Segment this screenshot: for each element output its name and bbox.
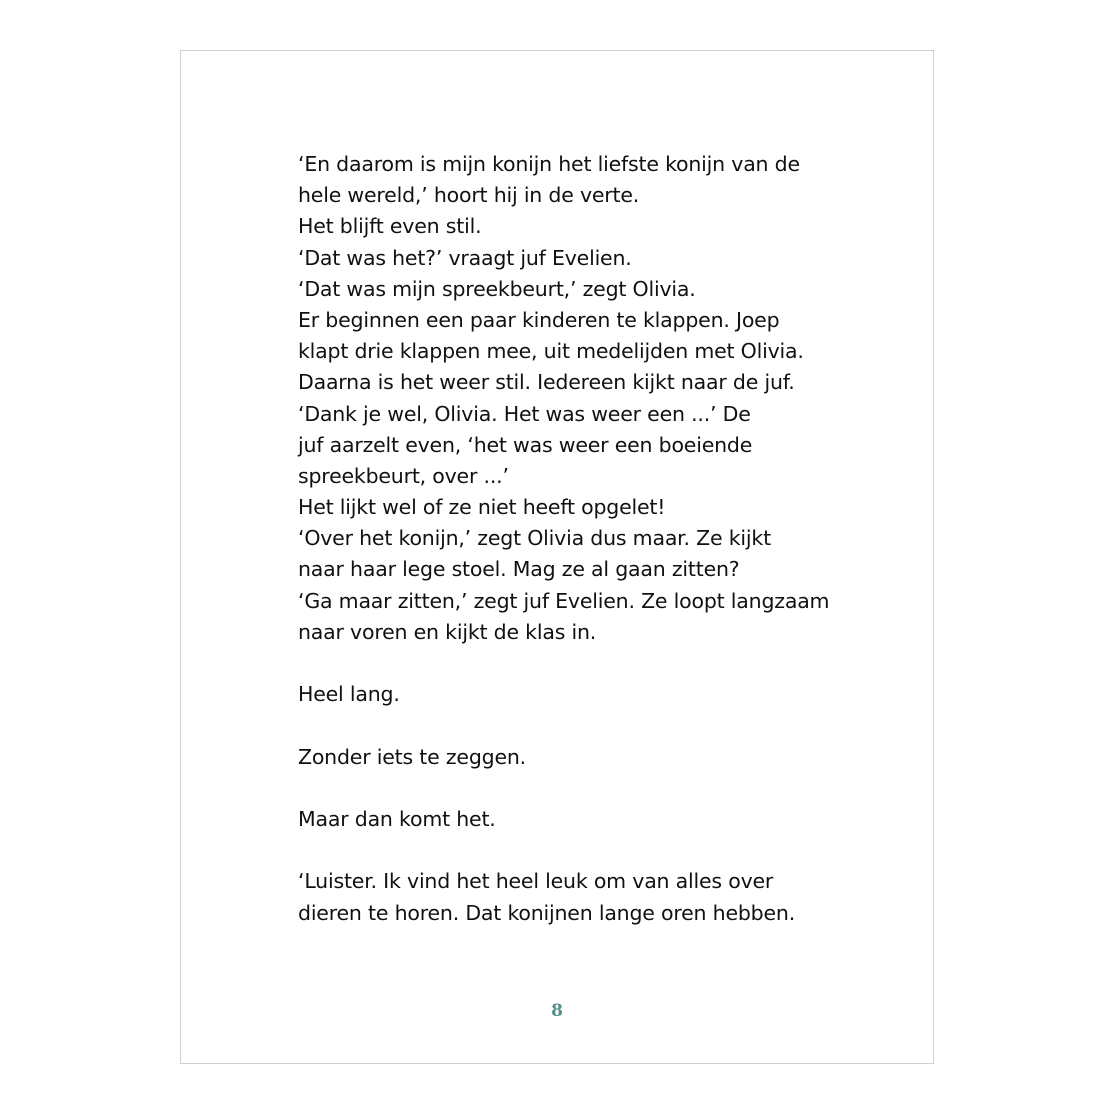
blank-line xyxy=(298,773,858,804)
text-line: Er beginnen een paar kinderen te klappen. Joep xyxy=(298,307,780,332)
text-line: ‘En daarom is mijn konijn het liefste konijn van de xyxy=(298,152,800,176)
text-line: ‘Luister. Ik vind het heel leuk om van alles over xyxy=(298,869,774,894)
text-line: spreekbeurt, over ...’ xyxy=(298,463,509,488)
text-line: Daarna is het weer stil. Iedereen kijkt naar de juf. xyxy=(298,370,795,395)
text-line: klapt drie klappen mee, uit medelijden met Olivia. xyxy=(298,339,804,364)
text-line: ‘Dat was mijn spreekbeurt,’ zegt Olivia. xyxy=(298,276,696,301)
text-line: dieren te horen. Dat konijnen lange oren hebben. xyxy=(298,900,796,925)
text-line: naar haar lege stoel. Mag ze al gaan zitten? xyxy=(298,557,740,582)
text-line: naar voren en kijkt de klas in. xyxy=(298,619,597,644)
book-page xyxy=(180,50,934,1064)
blank-line xyxy=(298,835,858,866)
text-line: Heel lang. xyxy=(298,682,400,707)
text-line: ‘Dank je wel, Olivia. Het was weer een ...’ De xyxy=(298,401,751,426)
text-line: ‘Over het konijn,’ zegt Olivia dus maar. Ze kijkt xyxy=(298,526,771,551)
text-line: juf aarzelt even, ‘het was weer een boeiende xyxy=(298,432,753,457)
text-line: Maar dan komt het. xyxy=(298,806,496,831)
story-text xyxy=(298,149,858,929)
blank-line xyxy=(298,710,858,741)
text-line: ‘Dat was het?’ vraagt juf Evelien. xyxy=(298,245,632,270)
text-line: hele wereld,’ hoort hij in de verte. xyxy=(298,183,640,208)
text-line: Zonder iets te zeggen. xyxy=(298,744,526,769)
blank-line xyxy=(298,648,858,679)
text-line: ‘Ga maar zitten,’ zegt juf Evelien. Ze loopt langzaam xyxy=(298,588,830,613)
text-line: Het blijft even stil. xyxy=(298,214,482,239)
text-line: Het lijkt wel of ze niet heeft opgelet! xyxy=(298,495,666,520)
page-number: 8 xyxy=(551,1001,563,1021)
